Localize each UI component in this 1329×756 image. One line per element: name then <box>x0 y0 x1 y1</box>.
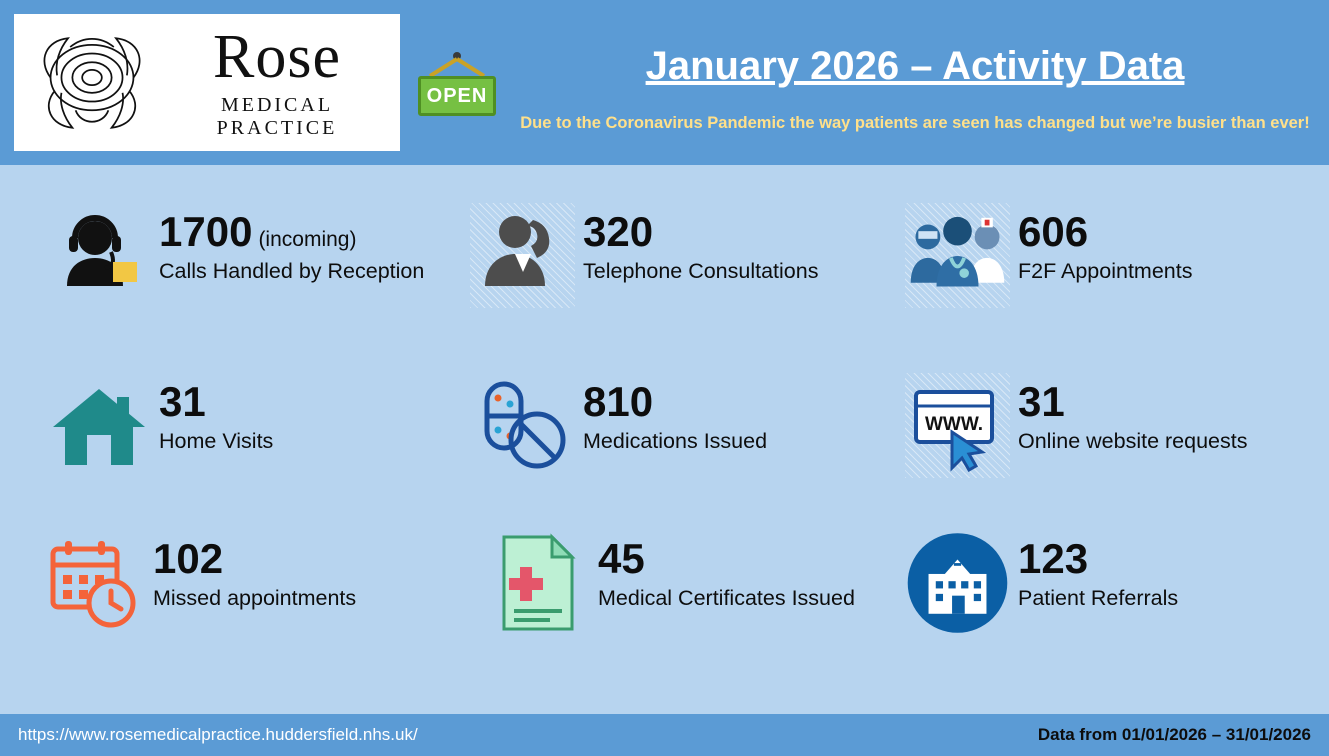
stat-item <box>470 203 818 308</box>
headset-operator-icon <box>46 203 151 308</box>
stat-label: Medical Certificates Issued <box>598 586 855 610</box>
clinical-team-icon <box>905 203 1010 308</box>
stat-text <box>1018 203 1192 284</box>
page-subtitle: Due to the Coronavirus Pandemic the way patients are seen has changed but we’re busier than ever! <box>520 114 1310 132</box>
stat-text <box>583 373 767 454</box>
stat-text <box>1018 530 1178 611</box>
stat-label: Medications Issued <box>583 429 768 453</box>
stat-value: 123 <box>1018 535 1089 582</box>
stat-note: (incoming) <box>258 228 357 251</box>
medical-certificate-icon <box>485 530 590 635</box>
page-title: January 2026 – Activity Data <box>645 44 1185 88</box>
data-date-range: Data from 01/01/2026 – 31/01/2026 <box>1037 725 1311 744</box>
telephone-consultation-icon <box>470 203 575 308</box>
header-banner <box>0 0 1329 165</box>
stat-label: Home Visits <box>159 429 274 453</box>
practice-logo <box>14 14 400 151</box>
pills-icon <box>470 373 575 478</box>
calendar-clock-icon <box>40 530 145 635</box>
hospital-icon <box>905 530 1010 635</box>
stat-item <box>46 373 273 478</box>
stat-label: Patient Referrals <box>1018 586 1179 610</box>
stat-label: Calls Handled by Reception <box>159 259 425 283</box>
stat-text <box>159 373 273 454</box>
stat-text <box>583 203 818 284</box>
stat-item <box>905 530 1178 635</box>
stat-item <box>905 203 1192 308</box>
stats-grid <box>0 175 1329 715</box>
logo-wordmark <box>162 22 400 140</box>
logo-title: Rose <box>213 22 341 91</box>
stat-text <box>1018 373 1247 454</box>
stat-item <box>46 203 424 308</box>
sign-hanger-icon <box>424 52 490 78</box>
stat-item <box>40 530 356 635</box>
stat-label: Online website requests <box>1018 429 1248 453</box>
website-browser-icon <box>905 373 1010 478</box>
stat-value: 31 <box>159 378 206 425</box>
stat-text <box>153 530 356 611</box>
stat-text <box>598 530 855 611</box>
stat-value: 606 <box>1018 208 1089 255</box>
stat-label: Missed appointments <box>153 586 357 610</box>
house-icon <box>46 373 151 478</box>
stat-value: 320 <box>583 208 654 255</box>
stat-item <box>470 373 767 478</box>
stat-text <box>159 203 424 284</box>
stat-value: 1700 <box>159 208 253 255</box>
stat-value: 102 <box>153 535 224 582</box>
logo-subtitle: MEDICAL PRACTICE <box>216 93 338 139</box>
stat-value: 45 <box>598 535 645 582</box>
practice-website-link[interactable]: https://www.rosemedicalpractice.huddersfield.nhs.uk/ <box>18 725 418 744</box>
stat-item <box>485 530 855 635</box>
stat-label: F2F Appointments <box>1018 259 1193 283</box>
footer-bar <box>0 714 1329 756</box>
stat-value: 810 <box>583 378 654 425</box>
open-sign: OPEN <box>418 76 496 116</box>
rose-flower-icon <box>22 23 162 143</box>
svg-text:WWW.: WWW. <box>924 413 983 435</box>
stat-label: Telephone Consultations <box>583 259 819 283</box>
stat-item <box>905 373 1247 478</box>
stat-value: 31 <box>1018 378 1065 425</box>
